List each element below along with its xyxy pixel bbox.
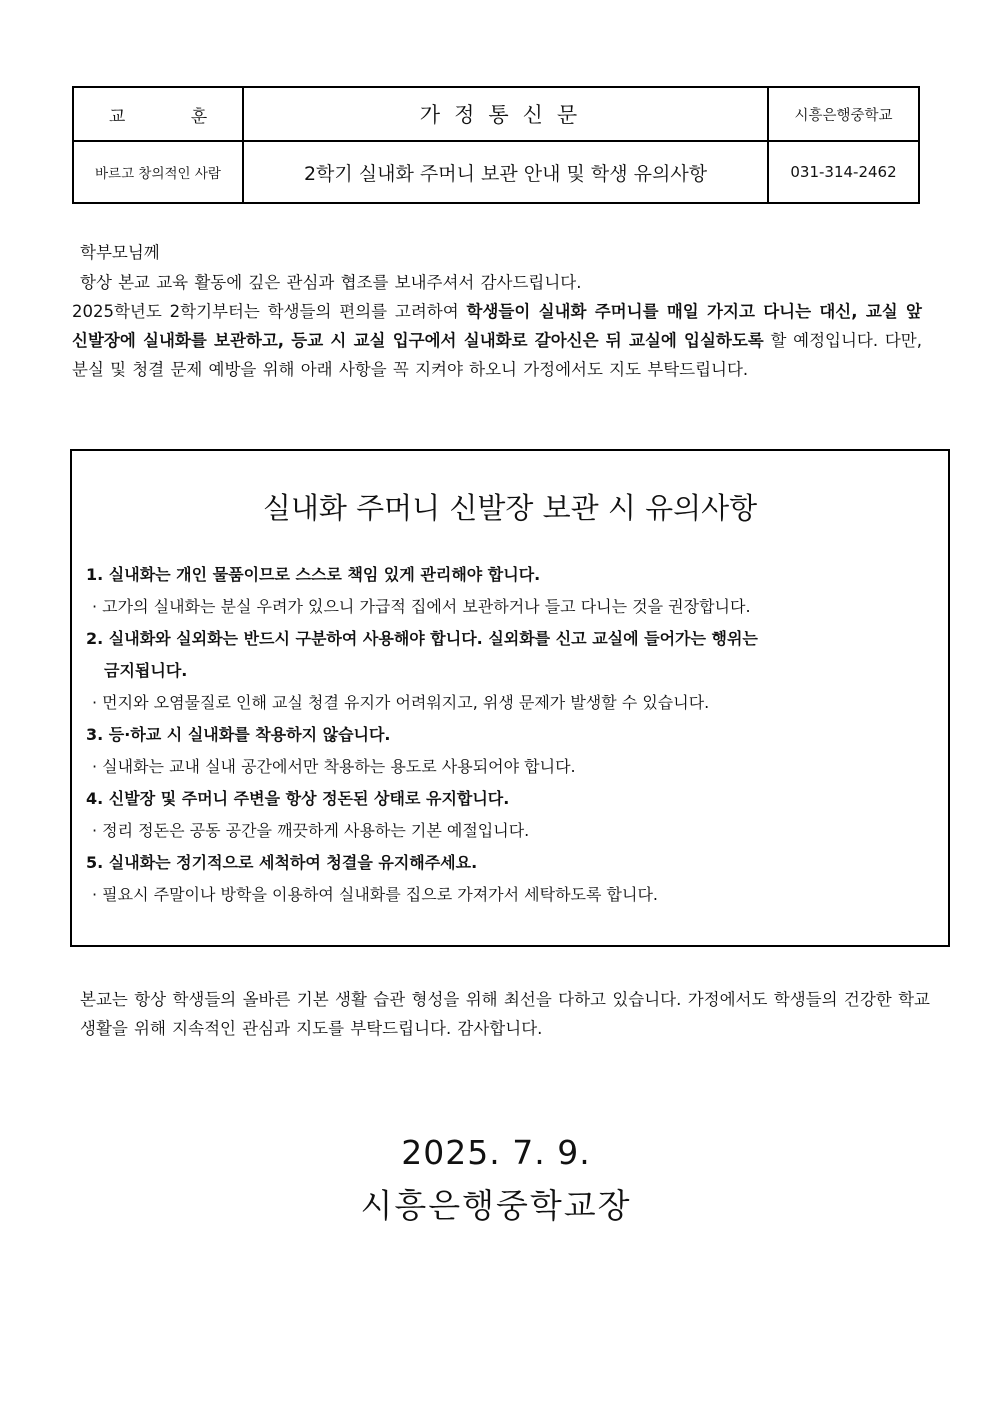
intro-paragraph bbox=[72, 297, 922, 384]
school-phone: 031-314-2462 bbox=[768, 141, 919, 203]
rule-heading: 3. 등·하교 시 실내화를 착용하지 않습니다. bbox=[86, 725, 391, 744]
rule-item bbox=[86, 559, 936, 623]
intro-bold: 학생들이 실내화 주머니를 매일 가지고 다니는 대신, 교실 앞 신발장에 실내화를 보관하고, 등교 시 교실 입구에서 실내화로 갈아신은 뒤 교실에 입실하도록 bbox=[72, 302, 922, 350]
rule-detail: · 먼지와 오염물질로 인해 교실 청결 유지가 어려워지고, 위생 문제가 발생할 수 있습니다. bbox=[92, 693, 710, 712]
rule-item bbox=[86, 847, 936, 911]
rule-item bbox=[86, 623, 936, 719]
rule-detail: · 필요시 주말이나 방학을 이용하여 실내화를 집으로 가져가서 세탁하도록 합니다. bbox=[92, 885, 658, 904]
rule-heading-continued: 금지됩니다. bbox=[104, 661, 188, 680]
intro-pre: 2025학년도 2학기부터는 학생들의 편의를 고려하여 bbox=[72, 302, 467, 321]
header-table bbox=[72, 86, 920, 204]
issue-date: 2025. 7. 9. bbox=[401, 1133, 591, 1172]
intro-text bbox=[72, 268, 922, 384]
rule-detail: · 고가의 실내화는 분실 우려가 있으니 가급적 집에서 보관하거나 들고 다니는 것을 권장합니다. bbox=[92, 597, 751, 616]
rule-heading: 5. 실내화는 정기적으로 세척하여 청결을 유지해주세요. bbox=[86, 853, 478, 872]
rule-heading: 4. 신발장 및 주머니 주변을 항상 정돈된 상태로 유지합니다. bbox=[86, 789, 510, 808]
greeting: 학부모님께 bbox=[80, 243, 160, 262]
rule-heading bbox=[86, 623, 936, 687]
notice-title: 실내화 주머니 신발장 보관 시 유의사항 bbox=[262, 491, 758, 525]
motto-label: 교 훈 bbox=[73, 87, 243, 141]
document-subject: 2학기 실내화 주머니 보관 안내 및 학생 유의사항 bbox=[243, 141, 768, 203]
school-name: 시흥은행중학교 bbox=[768, 87, 919, 141]
thanks-line: 항상 본교 교육 활동에 깊은 관심과 협조를 보내주셔서 감사드립니다. bbox=[80, 273, 582, 292]
rule-detail: · 실내화는 교내 실내 공간에서만 착용하는 용도로 사용되어야 합니다. bbox=[92, 757, 576, 776]
rule-item bbox=[86, 783, 936, 847]
notice-box bbox=[70, 449, 950, 947]
rule-item bbox=[86, 719, 936, 783]
rule-heading-line: 2. 실내화와 실외화는 반드시 구분하여 사용해야 합니다. 실외화를 신고 교실에 들어가는 행위는 bbox=[86, 629, 758, 648]
rule-detail: · 정리 정돈은 공동 공간을 깨끗하게 사용하는 기본 예절입니다. bbox=[92, 821, 530, 840]
intro-post: 할 예정입니다. 다만, 분실 및 청결 문제 예방을 위해 아래 사항을 꼭 지켜야 하오니 가정에서도 지도 부탁드립니다. bbox=[72, 331, 922, 379]
rule-heading: 1. 실내화는 개인 물품이므로 스스로 책임 있게 관리해야 합니다. bbox=[86, 565, 541, 584]
school-motto: 바르고 창의적인 사람 bbox=[73, 141, 243, 203]
rules-list bbox=[86, 559, 936, 911]
document-type: 가정통신문 bbox=[243, 87, 768, 141]
closing-paragraph: 본교는 항상 학생들의 올바른 기본 생활 습관 형성을 위해 최선을 다하고 있습니다. 가정에서도 학생들의 건강한 학교 생활을 위해 지속적인 관심과 지도를 부탁드립니다. 감사합니다. bbox=[80, 990, 930, 1038]
principal-signature: 시흥은행중학교장 bbox=[360, 1186, 632, 1225]
